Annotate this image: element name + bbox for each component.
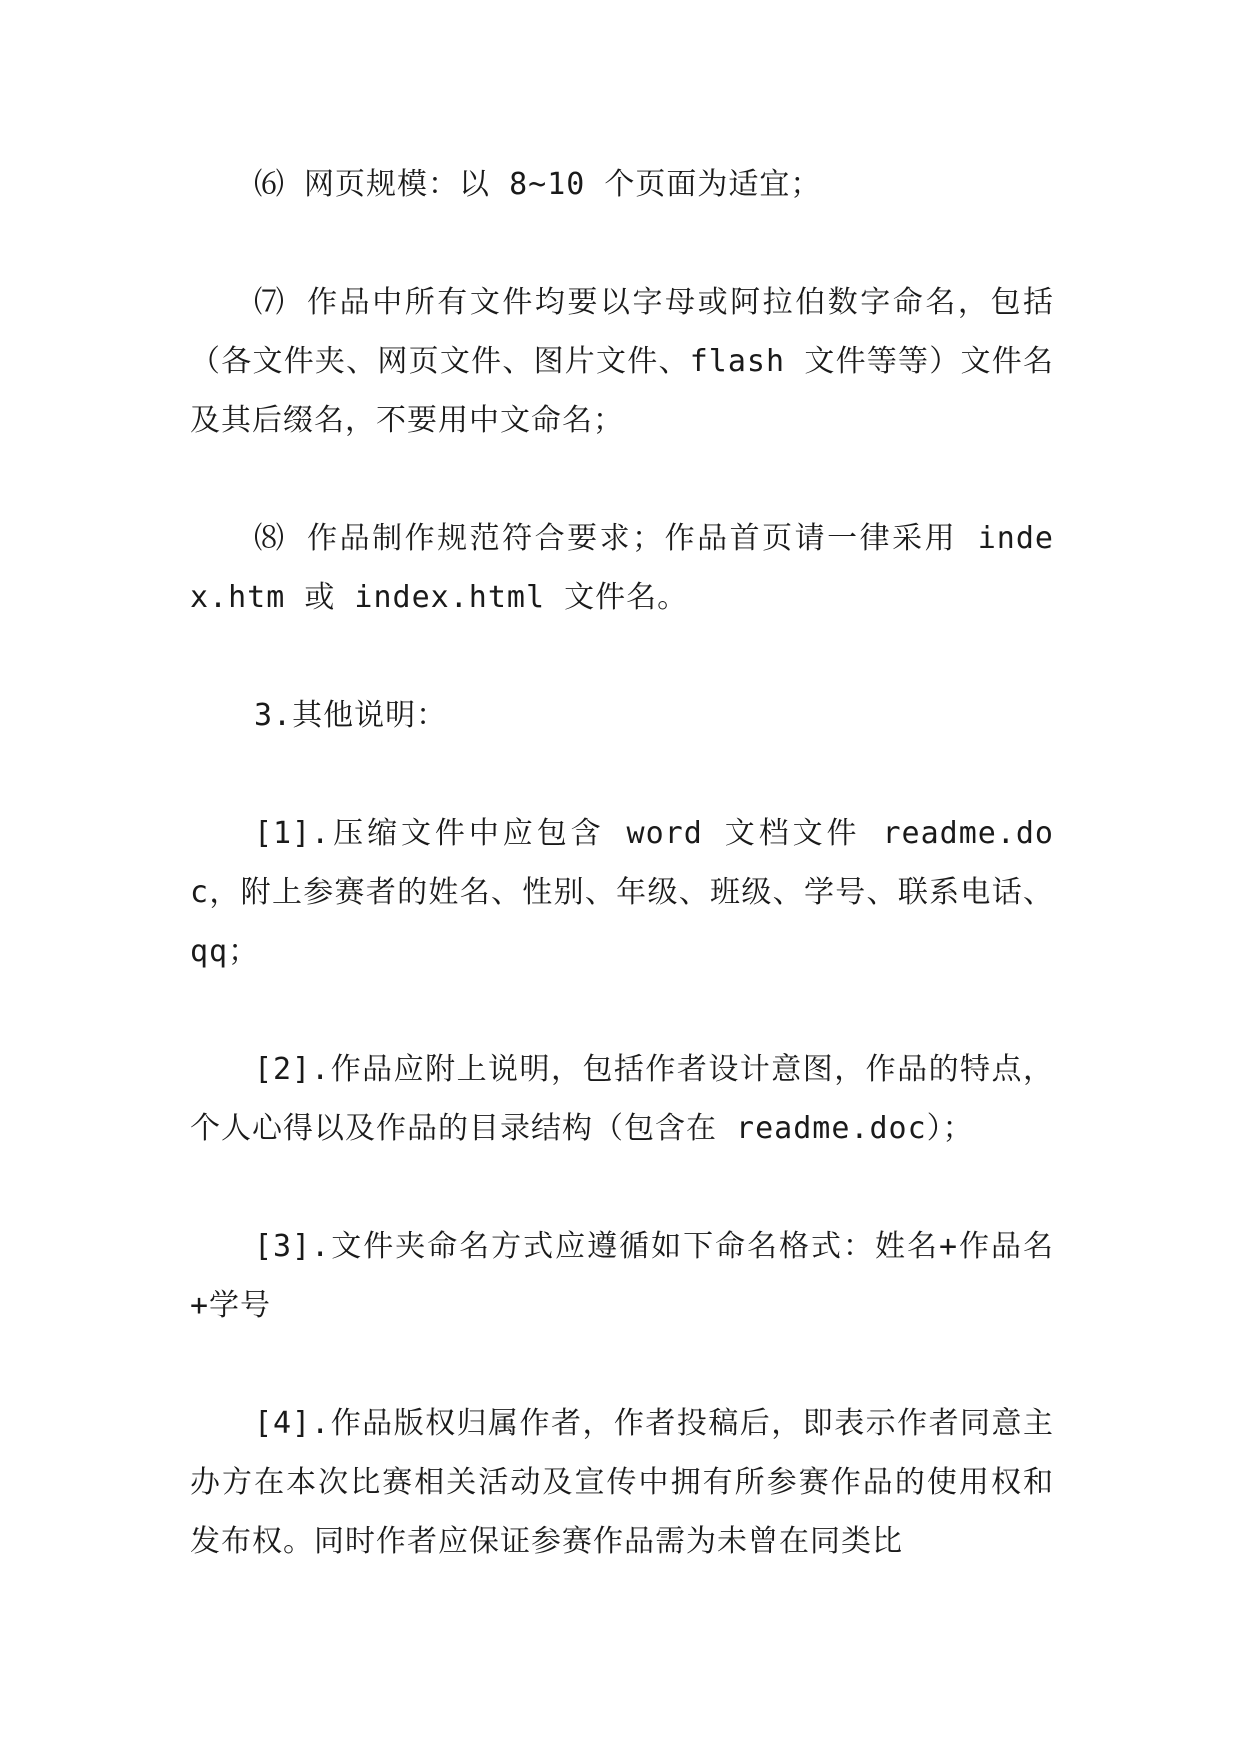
note-item-4: [4].作品版权归属作者，作者投稿后，即表示作者同意主办方在本次比赛相关活动及宣传中拥有所参赛作品的使用权和发布权。同时作者应保证参赛作品需为未曾在同类比 xyxy=(190,1406,1054,1559)
paragraph-item-8: ⑻ 作品制作规范符合要求；作品首页请一律采用 index.htm 或 index.html 文件名。 xyxy=(190,521,1054,615)
section-heading-other-notes: 3.其他说明： xyxy=(254,698,448,733)
paragraph-item-6: ⑹ 网页规模：以 8~10 个页面为适宜； xyxy=(254,167,822,202)
note-item-1: [1].压缩文件中应包含 word 文档文件 readme.doc，附上参赛者的姓名、性别、年级、班级、学号、联系电话、qq； xyxy=(190,816,1054,969)
paragraph-item-7: ⑺ 作品中所有文件均要以字母或阿拉伯数字命名，包括（各文件夹、网页文件、图片文件、flash 文件等等）文件名及其后缀名，不要用中文命名； xyxy=(190,285,1054,438)
document-body xyxy=(190,155,1054,1630)
note-item-2: [2].作品应附上说明，包括作者设计意图，作品的特点，个人心得以及作品的目录结构（包含在 readme.doc）； xyxy=(190,1052,1054,1146)
note-item-3: [3].文件夹命名方式应遵循如下命名格式：姓名+作品名+学号 xyxy=(190,1229,1054,1323)
